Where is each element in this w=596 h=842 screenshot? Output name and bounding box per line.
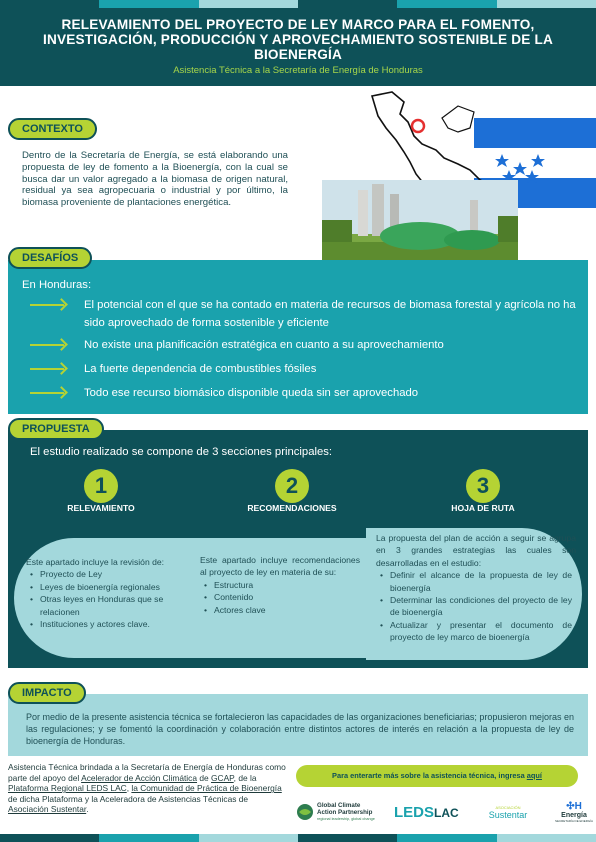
page-title: RELEVAMIENTO DEL PROYECTO DE LEY MARCO PARA EL FOMENTO, INVESTIGACIÓN, PRODUCCIÓN Y APROVECHAMIENTO SOSTENIBLE DE LA BIOENERGÍA bbox=[43, 17, 553, 62]
bottom-color-strip bbox=[0, 834, 596, 842]
section-title-3: HOJA DE RUTA bbox=[451, 503, 515, 513]
section-title-2: RECOMENDACIONES bbox=[247, 503, 337, 513]
list-item: • Actualizar y presentar el documento de proyecto de ley marco de bioenergía bbox=[376, 619, 572, 644]
list-item: • Estructura bbox=[200, 579, 360, 591]
contexto-text: Dentro de la Secretaría de Energía, se está elaborando una propuesta de ley de fomento a la Bioenergía, con la cual se busca dar un valor agregado a la biomasa de origen natural, residual ya sea agropecuaria o industrial y por último, la biomasa proveniente de plantaciones energética. bbox=[22, 150, 288, 209]
more-info-button[interactable]: Para enterarte más sobre la asistencia técnica, ingresa aquí bbox=[296, 765, 578, 787]
section-number-1: 1 bbox=[84, 469, 118, 503]
section-number-2: 2 bbox=[275, 469, 309, 503]
link-acelerador[interactable]: Acelerador de Acción Climática bbox=[81, 772, 198, 783]
arrow-right-icon bbox=[30, 339, 70, 351]
gcap-logo: Global Climate Action Partnership regional leadership, global change bbox=[296, 802, 380, 823]
top-color-strip bbox=[0, 0, 596, 8]
section-card-2: Este apartado incluye recomendaciones al proyecto de ley en materia de su: • Estructura • Contenido • Actores clave bbox=[194, 538, 366, 658]
secretaria-energia-logo: ✣H Energía SECRETARÍA DE ENERGÍA bbox=[552, 801, 596, 823]
section-title-1: RELEVAMIENTO bbox=[67, 503, 135, 513]
desafio-item: La fuerte dependencia de combustibles fósiles bbox=[30, 360, 316, 378]
sustentar-logo: ASOCIACIÓN Sustentar bbox=[488, 804, 528, 820]
partner-logos bbox=[296, 797, 596, 827]
link-leds-lac[interactable]: Plataforma Regional LEDS LAC bbox=[8, 783, 127, 794]
contexto-label: CONTEXTO bbox=[8, 118, 97, 140]
credits-text: Asistencia Técnica brindada a la Secretaría de Energía de Honduras como parte del apoyo del Acelerador de Acción Climática de GCAP, de la Plataforma Regional LEDS LAC, la Comunidad de Práctica de Bioenergía de dicha Plataforma y la Aceleradora de Asistencias Técnicas de Asociación Sustentar. bbox=[8, 762, 286, 815]
impacto-label: IMPACTO bbox=[8, 682, 86, 704]
link-comunidad[interactable]: la Comunidad de Práctica de Bioenergía bbox=[131, 783, 282, 794]
list-item: • Actores clave bbox=[200, 604, 360, 616]
link-gcap[interactable]: GCAP bbox=[211, 772, 234, 783]
desafio-item: Todo ese recurso biomásico disponible queda sin ser aprovechado bbox=[30, 384, 418, 402]
bioenergy-plant-photo bbox=[322, 180, 518, 260]
desafio-item: El potencial con el que se ha contado en materia de recursos de biomasa forestal y agrícola no ha sido aprovechado de forma sostenible y eficiente bbox=[30, 296, 582, 332]
desafio-item: No existe una planificación estratégica en cuanto a su aprovechamiento bbox=[30, 336, 444, 354]
desafios-intro: En Honduras: bbox=[22, 279, 92, 291]
list-item: • Leyes de bioenergía regionales bbox=[26, 581, 188, 593]
gcap-globe-icon bbox=[296, 803, 314, 821]
arrow-right-icon bbox=[30, 299, 70, 311]
section-card-1: Este apartado incluye la revisión de: • Proyecto de Ley • Leyes de bioenergía regionales • Otras leyes en Honduras que se relacionen • Instituciones y actores clave. bbox=[14, 538, 194, 658]
map-pin-icon bbox=[412, 120, 424, 132]
list-item: • Otras leyes en Honduras que se relacionen bbox=[26, 593, 188, 618]
leds-lac-logo: LEDSLAC bbox=[394, 803, 459, 821]
section-number-3: 3 bbox=[466, 469, 500, 503]
page-subtitle: Asistencia Técnica a la Secretaría de Energía de Honduras bbox=[173, 65, 423, 76]
list-item: • Definir el alcance de la propuesta de ley de bioenergía bbox=[376, 569, 572, 594]
more-info-link[interactable]: aquí bbox=[526, 771, 542, 780]
list-item: • Instituciones y actores clave. bbox=[26, 618, 188, 630]
list-item: • Proyecto de Ley bbox=[26, 568, 188, 580]
header-banner bbox=[0, 8, 596, 86]
propuesta-label: PROPUESTA bbox=[8, 418, 104, 440]
arrow-right-icon bbox=[30, 387, 70, 399]
section-card-3: La propuesta del plan de acción a seguir se agrupa en 3 grandes estrategias las cuales son desarrolladas en el estudio: • Definir el alcance de la propuesta de ley de bioenergía • Determinar las condiciones del proyecto de ley de bioenergía • Actualizar y presentar el documento de proyecto de ley marco de bioenergía bbox=[366, 528, 582, 660]
list-item: • Contenido bbox=[200, 591, 360, 603]
propuesta-intro: El estudio realizado se compone de 3 secciones principales: bbox=[30, 446, 333, 458]
impacto-text: Por medio de la presente asistencia técnica se fortalecieron las capacidades de las organizaciones beneficiarias; propusieron mejoras en las regulaciones; y se fomentó la coordinación y colaboración entre distintos actores de interés en relación a la propuesta de ley de bioenergía de Honduras. bbox=[26, 712, 574, 746]
arrow-right-icon bbox=[30, 363, 70, 375]
h-icon: ✣H bbox=[566, 801, 582, 812]
link-sustentar[interactable]: Asociación Sustentar bbox=[8, 804, 87, 815]
list-item: • Determinar las condiciones del proyecto de ley de bioenergía bbox=[376, 594, 572, 619]
desafios-label: DESAFÍOS bbox=[8, 247, 92, 269]
